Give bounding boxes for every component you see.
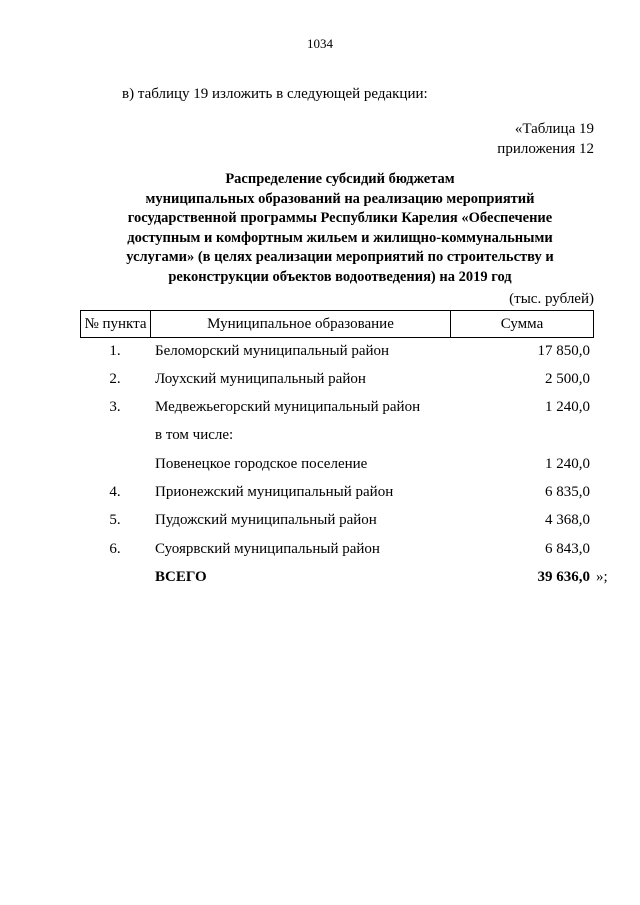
row-num: 6. [109,541,121,557]
row-sum: 6 835,0 [545,484,590,500]
row-sum: 1 240,0 [545,456,590,472]
row-municipality: Медвежьегорский муниципальный район [155,399,421,415]
row-sum: 6 843,0 [545,541,590,557]
table-row [80,371,594,393]
total-sum: 39 636,0 [537,569,590,585]
row-municipality: Суоярвский муниципальный район [155,541,380,557]
row-num: 1. [109,343,121,359]
title-line: Распределение субсидий бюджетам [225,171,455,187]
row-sum: 1 240,0 [545,399,590,415]
row-num: 5. [109,512,121,528]
title-line: услугами» (в целях реализации мероприятий по строительству и [126,249,554,265]
table-row [80,541,594,563]
table-row [80,399,594,421]
table-row [80,512,594,534]
row-municipality: Повенецкое городское поселение [155,456,368,472]
table-row [80,484,594,506]
row-municipality: Прионежский муниципальный район [155,484,394,500]
row-num: 2. [109,371,121,387]
units-label: (тыс. рублей) [509,291,594,307]
row-num: 3. [109,399,121,415]
table-caption [497,119,594,159]
total-label: ВСЕГО [155,569,207,585]
table-caption-line-1: «Таблица 19 [514,121,594,137]
table-caption-line-2: приложения 12 [497,141,594,157]
row-municipality: Лоухский муниципальный район [155,371,366,387]
page-number: 1034 [307,36,333,51]
header-municipality: Муниципальное образование [151,311,451,337]
title-line: муниципальных образований на реализацию мероприятий [145,190,535,207]
row-municipality: в том числе: [155,427,234,443]
table-row [80,456,594,478]
table-row [80,427,594,449]
closing-quote-mark: »; [596,569,608,585]
row-sum: 2 500,0 [545,371,590,387]
table-header [80,310,594,338]
header-sum: Сумма [500,315,544,332]
title-line: реконструкции объектов водоотведения) на 2019 год [168,268,512,285]
title-line: доступным и комфортным жильем и жилищно-коммунальными [127,229,553,246]
row-sum: 17 850,0 [537,343,590,359]
table-row-total [80,569,594,591]
row-num: 4. [109,484,121,500]
document-title [80,170,600,287]
row-municipality: Беломорский муниципальный район [155,343,390,359]
row-municipality: Пудожский муниципальный район [155,512,377,528]
title-line: государственной программы Республики Карелия «Обеспечение [127,210,553,226]
header-num: № пункта [81,311,151,337]
intro-text: в) таблицу 19 изложить в следующей редакции: [122,86,428,102]
row-sum: 4 368,0 [545,512,590,528]
table-row [80,343,594,365]
